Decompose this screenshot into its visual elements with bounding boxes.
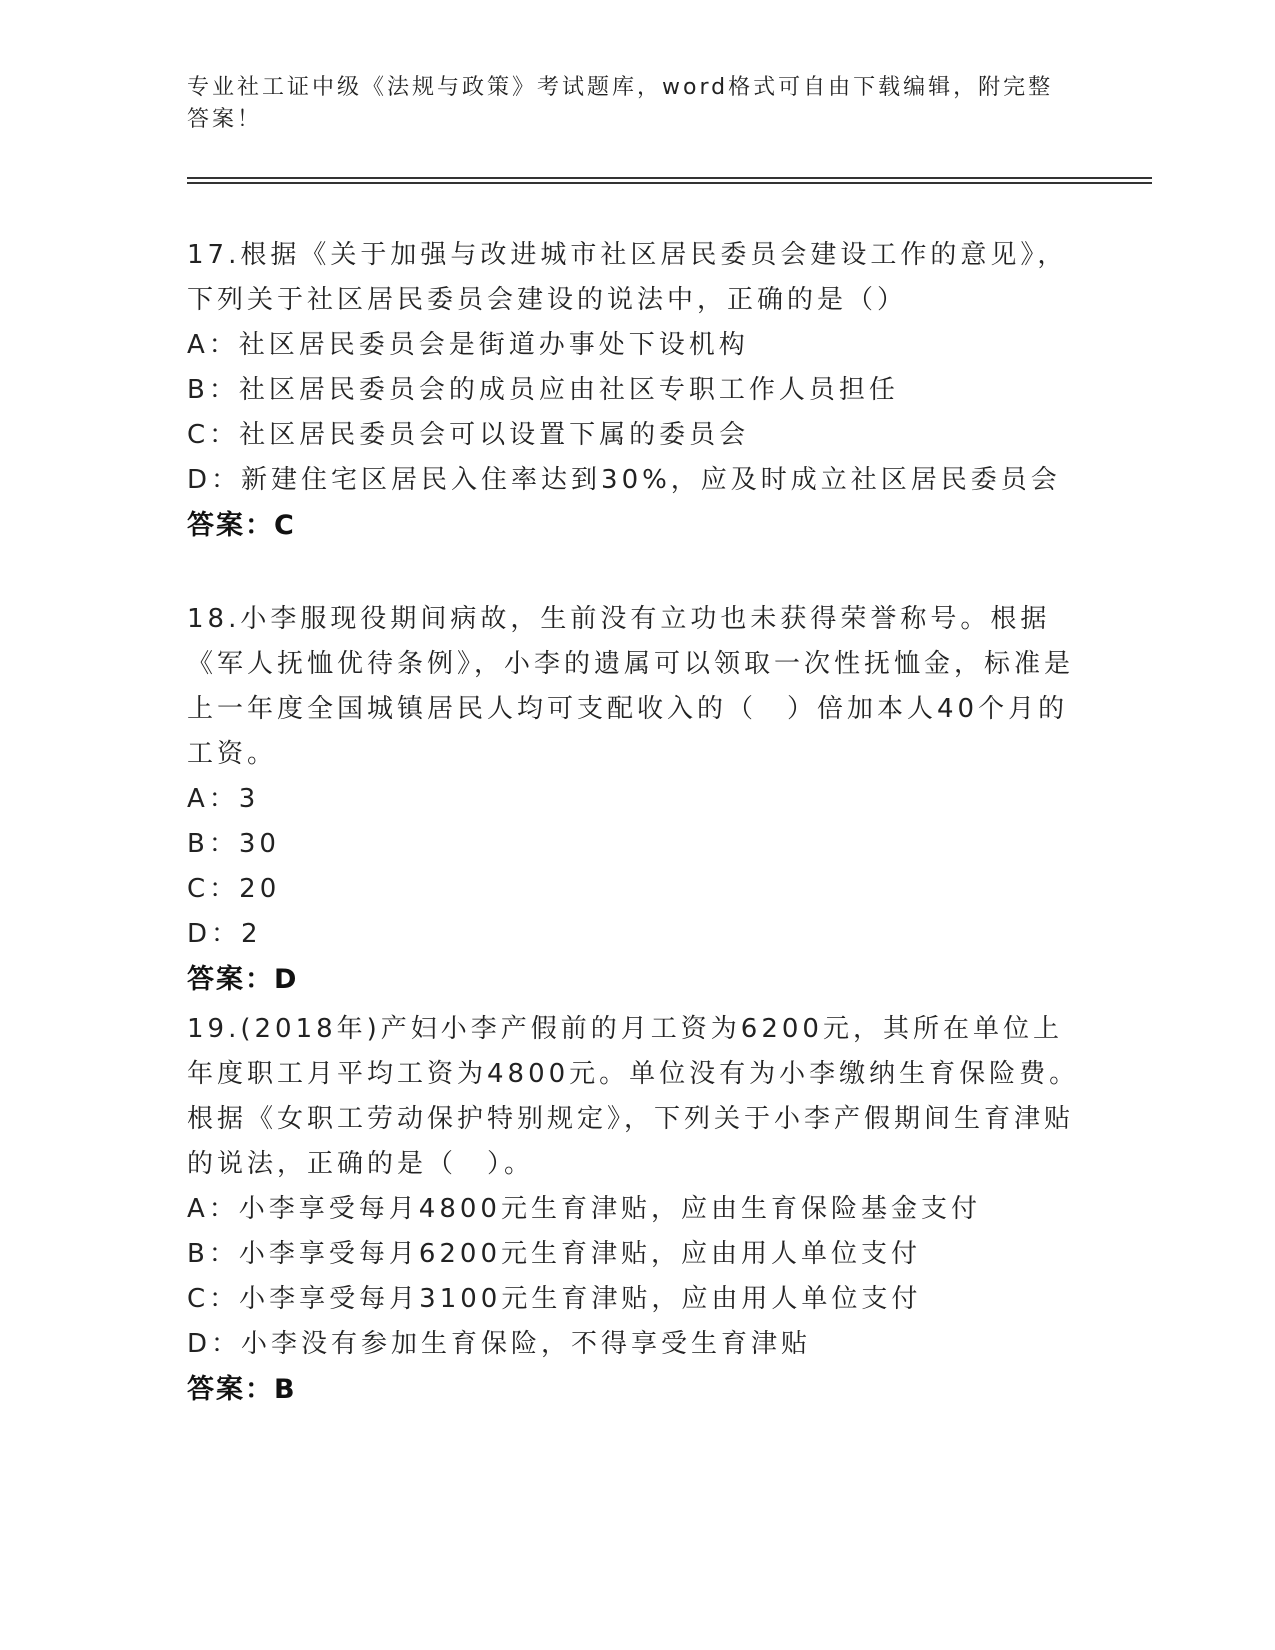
question-stem: 19.(2018年)产妇小李产假前的月工资为6200元，其所在单位上年度职工月平均工资为4800元。单位没有为小李缴纳生育保险费。根据《女职工劳动保护特别规定》，下列关于小李产假期间生育津贴的说法，正确的是（ ）。 [187, 1014, 1080, 1179]
option-d: D：新建住宅区居民入住率达到30%，应及时成立社区居民委员会 [187, 465, 1061, 495]
option-a: A：3 [187, 784, 260, 814]
header-rule-top [187, 177, 1152, 179]
option-c: C：20 [187, 874, 281, 904]
answer-label: 答案：C [187, 510, 296, 541]
header-text: 专业社工证中级《法规与政策》考试题库，word格式可自由下载编辑，附完整答案！ [187, 75, 1054, 132]
header-rule-bottom [187, 182, 1152, 184]
option-b: B：小李享受每月6200元生育津贴，应由用人单位支付 [187, 1239, 922, 1269]
option-d: D：2 [187, 919, 262, 949]
option-c: C：小李享受每月3100元生育津贴，应由用人单位支付 [187, 1284, 922, 1314]
option-b: B：社区居民委员会的成员应由社区专职工作人员担任 [187, 375, 899, 405]
document-header [187, 72, 1067, 136]
question-stem: 17.根据《关于加强与改进城市社区居民委员会建设工作的意见》，下列关于社区居民委员会建设的说法中，正确的是（） [187, 240, 1068, 315]
option-a: A：社区居民委员会是街道办事处下设机构 [187, 330, 749, 360]
option-d: D：小李没有参加生育保险，不得享受生育津贴 [187, 1329, 812, 1359]
question-stem: 18.小李服现役期间病故，生前没有立功也未获得荣誉称号。根据《军人抚恤优待条例》，小李的遗属可以领取一次性抚恤金，标准是上一年度全国城镇居民人均可支配收入的（ ）倍加本人40个月的工资。 [187, 604, 1075, 769]
option-a: A：小李享受每月4800元生育津贴，应由生育保险基金支付 [187, 1194, 981, 1224]
option-b: B：30 [187, 829, 280, 859]
question-18 [187, 597, 1087, 1002]
question-17 [187, 233, 1087, 548]
question-19 [187, 1007, 1087, 1412]
answer-label: 答案：B [187, 1374, 297, 1405]
option-c: C：社区居民委员会可以设置下属的委员会 [187, 420, 750, 450]
answer-label: 答案：D [187, 964, 299, 995]
